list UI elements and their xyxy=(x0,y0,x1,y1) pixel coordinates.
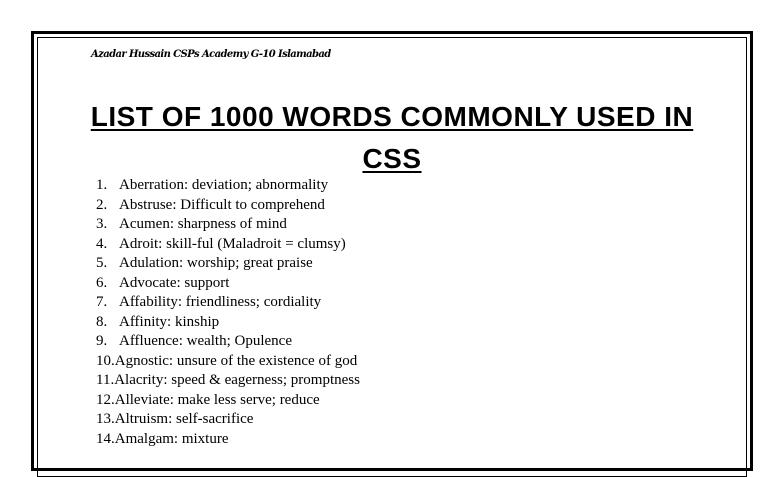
list-item xyxy=(96,274,360,294)
list-item xyxy=(96,332,360,352)
list-item xyxy=(96,430,360,450)
list-item xyxy=(96,215,360,235)
list-item-text: Altruism: self-sacrifice xyxy=(114,411,254,427)
list-item xyxy=(96,410,360,430)
list-item-number: 1. xyxy=(96,177,108,193)
header-institute: Azadar Hussain CSPs Academy G-10 Islamabad xyxy=(91,49,331,60)
word-list xyxy=(96,176,360,449)
list-item xyxy=(96,196,360,216)
list-item-number: 10. xyxy=(96,352,115,369)
list-item-number: 13. xyxy=(96,411,115,427)
list-item xyxy=(96,254,360,274)
list-item-text: Affability: friendliness; cordiality xyxy=(119,294,322,310)
list-item-text: Alacrity: speed & eagerness; promptness xyxy=(114,372,360,388)
list-item-number: 14. xyxy=(96,430,115,447)
list-item-number: 2. xyxy=(96,196,108,213)
list-item xyxy=(96,352,360,372)
list-item-text: Alleviate: make less serve; reduce xyxy=(114,391,320,408)
list-item-text: Adulation: worship; great praise xyxy=(119,255,313,271)
list-item xyxy=(96,313,360,333)
list-item-text: Abstruse: Difficult to comprehend xyxy=(119,196,325,213)
list-item-number: 6. xyxy=(96,274,108,291)
list-item-text: Acumen: sharpness of mind xyxy=(119,216,287,232)
list-item xyxy=(96,176,360,196)
list-item-number: 11. xyxy=(96,372,115,388)
list-item xyxy=(96,371,360,391)
list-item-text: Aberration: deviation; abnormality xyxy=(119,177,329,193)
page-title-line-2: CSS xyxy=(362,143,422,174)
list-item-text: Adroit: skill-ful (Maladroit = clumsy) xyxy=(119,235,346,252)
list-item xyxy=(96,293,360,313)
list-item xyxy=(96,235,360,255)
list-item-number: 5. xyxy=(96,255,108,271)
page-title-line-1: LIST OF 1000 WORDS COMMONLY USED IN xyxy=(90,101,694,132)
list-item-text: Advocate: support xyxy=(119,274,230,291)
list-item-number: 7. xyxy=(96,294,108,310)
list-item-number: 12. xyxy=(96,391,115,408)
list-item-text: Affluence: wealth; Opulence xyxy=(119,333,292,349)
list-item xyxy=(96,391,360,411)
list-item-number: 9. xyxy=(96,333,108,349)
list-item-number: 3. xyxy=(96,216,108,232)
list-item-text: Affinity: kinship xyxy=(119,313,220,330)
list-item-number: 4. xyxy=(96,235,108,252)
list-item-number: 8. xyxy=(96,313,108,330)
list-item-text: Agnostic: unsure of the existence of god xyxy=(114,352,358,369)
list-item-text: Amalgam: mixture xyxy=(114,430,229,447)
